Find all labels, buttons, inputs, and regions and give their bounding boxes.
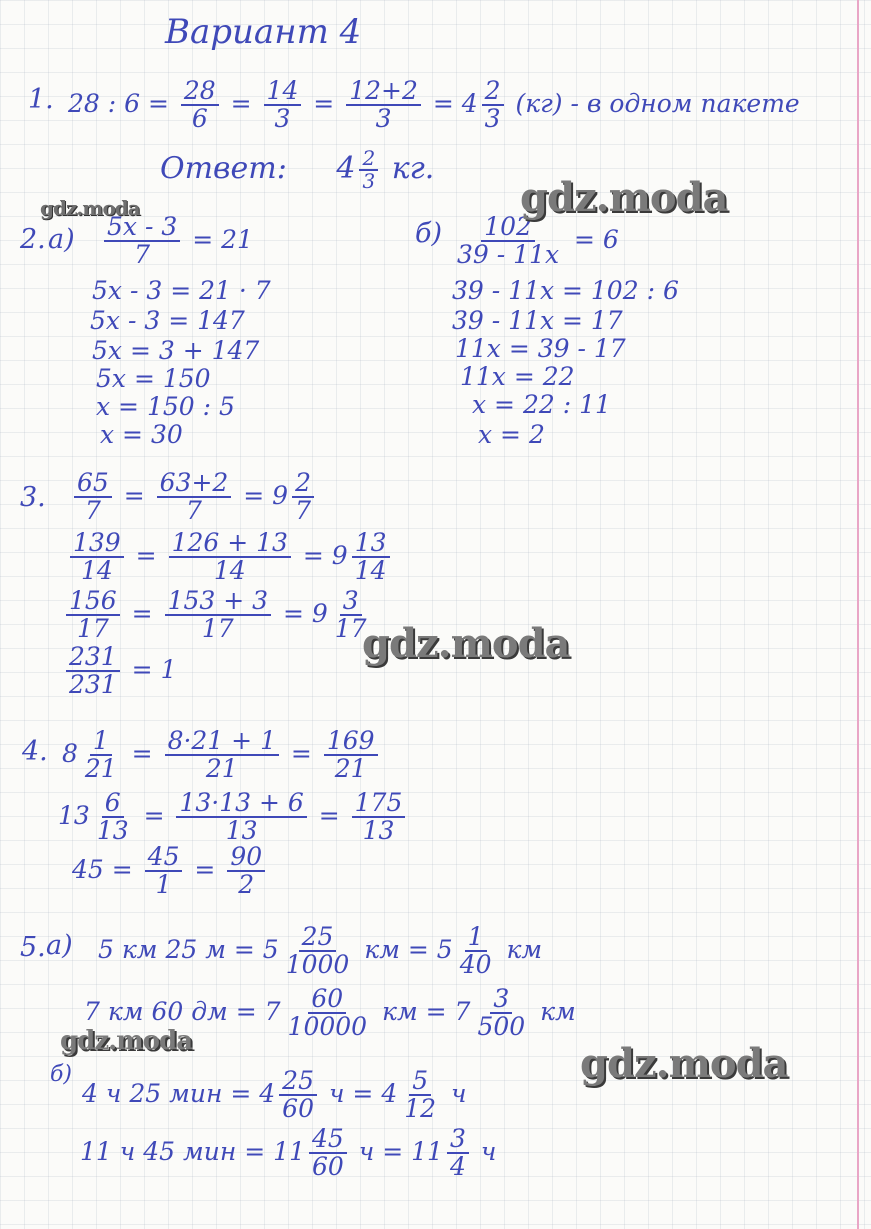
- task-4-row-3: 45 = $\frac{45}{1}$ = $\frac{90}{2}$: [72, 844, 269, 899]
- task-2a-fraction: $\frac{5x - 3}{7}$: [104, 214, 180, 269]
- task-1-fraction-3: $\frac{12+2}{3}$: [346, 78, 421, 133]
- task-2a-equation: $\frac{5x - 3}{7}$ = 21: [100, 214, 253, 269]
- task-2a-step-6: x = 30: [100, 420, 183, 449]
- task-4-row-2: 13 $\frac{6}{13}$ = $\frac{13\cdot 13 + 6}{13}$ = $\frac{175}{13}$: [58, 790, 409, 845]
- task-2b-step-1: 39 - 11x = 102 : 6: [452, 276, 679, 305]
- task-1-tail: (кг) - в одном пакете: [515, 88, 800, 118]
- task-5b-label: б): [50, 1062, 73, 1087]
- task-2a-step-3: 5x = 3 + 147: [92, 336, 260, 365]
- task-2b-step-5: x = 22 : 11: [472, 390, 611, 419]
- task-3-row-1: $\frac{65}{7}$ = $\frac{63+2}{7}$ = 9 $\frac{2}{7}$: [70, 470, 318, 525]
- task-1-fraction-4: $\frac{2}{3}$: [482, 78, 504, 133]
- task-2a-step-4: 5x = 150: [96, 364, 211, 393]
- watermark-3: gdz.moda: [362, 620, 570, 667]
- task-5a-row-2: 7 км 60 дм = 7 $\frac{60}{10000}$ км = 7 $\frac{3}{500}$ км: [84, 984, 576, 1042]
- task-5a-row-1: 5 км 25 м = 5 $\frac{25}{1000}$ км = 5 $\frac{1}{40}$ км: [98, 922, 543, 980]
- task-2b-step-2: 39 - 11x = 17: [452, 306, 623, 335]
- watermark-1: gdz.moda: [40, 196, 140, 220]
- task-1-answer-fraction: $\frac{2}{3}$: [359, 148, 378, 192]
- task-5b-row-2: 11 ч 45 мин = 11 $\frac{45}{60}$ ч = 11 $\frac{3}{4}$ ч: [80, 1124, 497, 1182]
- task-4-number: 4.: [22, 736, 48, 767]
- task-1-whole: 4: [461, 88, 478, 118]
- task-1-equation: 28 : 6 = $\frac{28}{6}$ = $\frac{14}{3}$ = $\frac{12+2}{3}$ = 4 $\frac{2}{3}$ (кг) - в одном пакете: [68, 76, 800, 134]
- page-title: Вариант 4: [165, 12, 362, 52]
- task-2b-equation: $\frac{102}{39 - 11x}$ = 6: [450, 214, 619, 269]
- watermark-4: gdz.moda: [60, 1026, 193, 1056]
- task-2b-step-4: 11x = 22: [460, 362, 575, 391]
- task-4-row-1: 8 $\frac{1}{21}$ = $\frac{8\cdot 21 + 1}{21}$ = $\frac{169}{21}$: [62, 728, 382, 783]
- watermark-2: gdz.moda: [520, 174, 728, 221]
- task-5a-label: а): [46, 930, 73, 961]
- task-3-row-4: $\frac{231}{231}$ = 1: [62, 644, 176, 699]
- task-5b-row-1: 4 ч 25 мин = 4 $\frac{25}{60}$ ч = 4 $\frac{5}{12}$ ч: [82, 1066, 467, 1124]
- task-2a-step-1: 5x - 3 = 21 · 7: [92, 276, 271, 305]
- watermark-5: gdz.moda: [580, 1040, 788, 1087]
- task-3-row-2: $\frac{139}{14}$ = $\frac{126 + 13}{14}$ = 9 $\frac{13}{14}$: [66, 530, 394, 585]
- task-2b-step-6: x = 2: [478, 420, 545, 449]
- task-1-answer-unit: кг.: [391, 151, 435, 186]
- task-1-lhs: 28 : 6 =: [68, 88, 169, 118]
- task-5-number: 5.: [20, 932, 46, 963]
- task-2a-step-2: 5x - 3 = 147: [90, 306, 245, 335]
- task-1-answer: Ответ: 4 $\frac{2}{3}$ кг.: [160, 146, 435, 193]
- task-2b-step-3: 11x = 39 - 17: [455, 334, 626, 363]
- task-2a-label: а): [48, 224, 75, 255]
- task-2b-label: б): [415, 218, 443, 249]
- task-3-number: 3.: [20, 482, 46, 513]
- task-2b-fraction: $\frac{102}{39 - 11x}$: [457, 212, 560, 270]
- task-3-row-3: $\frac{156}{17}$ = $\frac{153 + 3}{17}$ = 9 $\frac{3}{17}$: [62, 588, 374, 643]
- task-2a-step-5: x = 150 : 5: [96, 392, 235, 421]
- task-1-answer-label: Ответ:: [160, 151, 287, 186]
- task-1-fraction-2: $\frac{14}{3}$: [264, 78, 302, 133]
- task-1-fraction-1: $\frac{28}{6}$: [181, 78, 219, 133]
- page-margin-line: [857, 0, 859, 1229]
- task-2-number: 2.: [20, 224, 46, 255]
- task-1-number: 1.: [28, 84, 54, 115]
